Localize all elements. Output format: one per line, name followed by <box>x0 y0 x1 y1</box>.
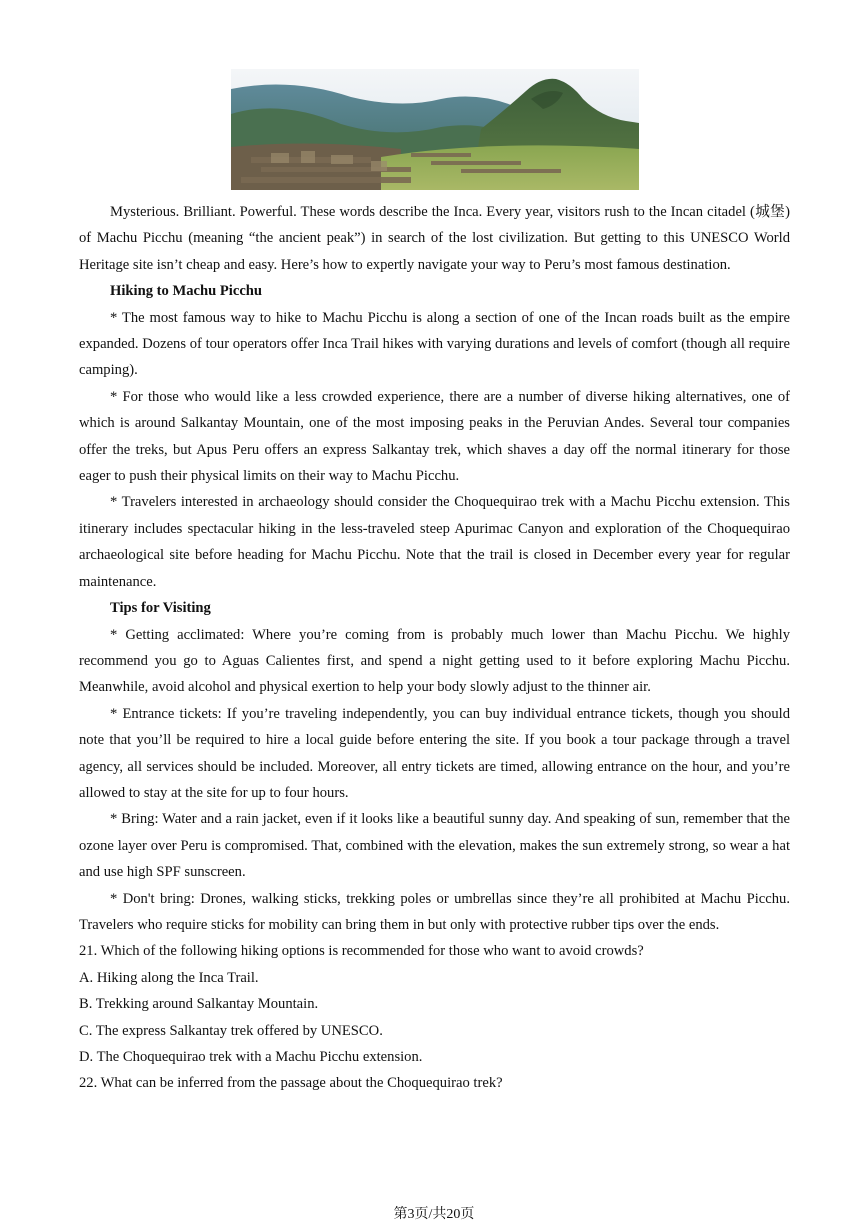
section-heading-tips: Tips for Visiting <box>110 600 211 617</box>
tips-paragraph-3: * Bring: Water and a rain jacket, even if it looks like a beautiful sunny day. And speaking of sun, remember that the ozone layer over Peru is compromised. That, combined with the elevation, makes the sun extremely strong, so wear a hat and use high SPF sunscreen. <box>79 811 790 881</box>
option-c: C. The express Salkantay trek offered by UNESCO. <box>79 1022 383 1039</box>
tips-paragraph-1: * Getting acclimated: Where you’re coming from is probably much lower than Machu Picchu. We highly recommend you go to Aguas Calientes first, and spend a night getting used to it before exploring Machu Picchu. Meanwhile, avoid alcohol and physical exertion to help your body slowly adjust to the thinner air. <box>79 626 790 696</box>
question-22: 22. What can be inferred from the passage about the Choquequirao trek? <box>79 1075 503 1092</box>
intro-paragraph: Mysterious. Brilliant. Powerful. These words describe the Inca. Every year, visitors rush to the Incan citadel (城堡) of Machu Picchu (meaning “the ancient peak”) in search of the lost civilization. But getting to this UNESCO World Heritage site isn’t cheap and easy. Here’s how to expertly navigate your way to Peru’s most famous destination. <box>79 204 790 273</box>
question-21: 21. Which of the following hiking options is recommended for those who want to avoid crowds? <box>79 943 644 960</box>
option-a: A. Hiking along the Inca Trail. <box>79 969 259 986</box>
option-b: B. Trekking around Salkantay Mountain. <box>79 996 319 1013</box>
tips-paragraph-2: * Entrance tickets: If you’re traveling independently, you can buy individual entrance tickets, though you should note that you’ll be required to hire a local guide before entering the site. If you book a tour package through a travel agency, all services should be included. Moreover, all entry tickets are timed, allowing entrance on the hour, and you’re allowed to stay at the site for up to four hours. <box>79 705 790 801</box>
option-d: D. The Choquequirao trek with a Machu Picchu extension. <box>79 1049 423 1065</box>
machu-picchu-photo <box>231 69 639 190</box>
page-number: 第3页/共20页 <box>393 1207 475 1222</box>
hiking-paragraph-1: * The most famous way to hike to Machu Picchu is along a section of one of the Incan roads built as the empire expanded. Dozens of tour operators offer Inca Trail hikes with varying durations and levels of comfort (though all require camping). <box>79 309 790 379</box>
passage <box>79 199 790 1097</box>
hiking-paragraph-2: * For those who would like a less crowded experience, there are a number of diverse hiking alternatives, one of which is around Salkantay Mountain, one of the most imposing peaks in the Peruvian Andes. Several tour companies offer the treks, but Apus Peru offers an express Salkantay trek, which shaves a day off the normal itinerary for those eager to push their physical limits on their way to Machu Picchu. <box>79 388 790 485</box>
section-heading-hiking: Hiking to Machu Picchu <box>110 283 263 300</box>
tips-paragraph-4: * Don't bring: Drones, walking sticks, trekking poles or umbrellas since they’re all prohibited at Machu Picchu. Travelers who require sticks for mobility can bring them in but only with protective rubber tips over the ends. <box>79 890 790 933</box>
hiking-paragraph-3: * Travelers interested in archaeology should consider the Choquequirao trek with a Machu Picchu extension. This itinerary includes spectacular hiking in the less-traveled steep Apurimac Canyon and exploration of the Choquequirao archaeological site before heading for Machu Picchu. Note that the trail is closed in December every year for regular maintenance. <box>79 494 790 590</box>
